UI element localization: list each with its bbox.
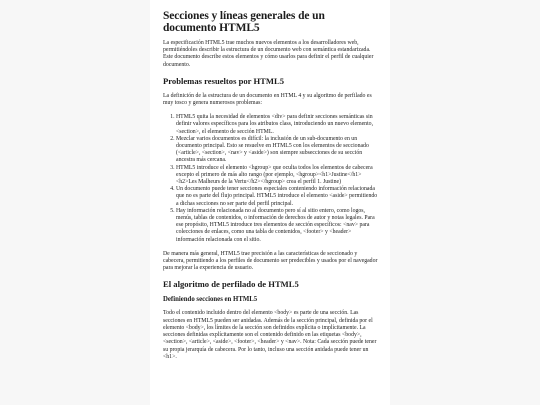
subsection-heading-defining: Definiendo secciones en HTML5 [163, 296, 258, 304]
document-page [150, 0, 390, 405]
problems-paragraph: La definición de la estructura de un documento en HTML 4 y su algoritmo de perfilado es muy tosco y genera numerosos problemas: [163, 92, 372, 107]
list-item: 5. Hay información relacionada no al documento pero sí al sitio entero, como logos, menús, tablas de contenidos, o información de derechos de autor y notas legales. Para ese propósito, HTML5 introduce tres elementos de sección específicos: <nav> para colecciones de enlaces, como una tabla de contenidos, <footer> y <header> información relacionada con el sitio. [176, 208, 378, 244]
intro-paragraph: La especificación HTML5 trae muchos nuevos elementos a los desarrolladores web, permitiéndoles describir la estructura de un documento web con semántica estandarizada. Este documento describe estos elementos y cómo usarlos para definir el perfil de cualquier documento. [163, 40, 374, 68]
problems-list [163, 114, 378, 244]
section-heading-problems: Problemas resueltos por HTML5 [163, 75, 285, 86]
section-heading-algorithm: El algoritmo de perfilado de HTML5 [163, 279, 299, 290]
list-item: 1. HTML5 quita la necesidad de elementos <div> para definir secciones semánticas sin definir valores específicos para los atributos class, introduciendo un nuevo elemento, <section>, el elemento de sección HTML. [176, 114, 378, 136]
defining-paragraph: Todo el contenido incluido dentro del elemento <body> es parte de una sección. Las secciones en HTML5 pueden ser anidadas. Además de la sección principal, definida por el elemento <body>, los límites de la sección son definidos explícita o implícitamente. La secciones definidas explícitamente son el contenido definido en las etiquetas <body>, <section>, <article>, <aside>, <footer>, <header> y <nav>. Nota: Cada sección puede tener su propia jerarquía de cabecera. Por lo tanto, incluso una sección anidada puede tener un <h1>. [163, 310, 377, 360]
list-item: 3. HTML5 introduce el elemento <hgroup> que oculta todos los elementos de cabecera excepto el primero de más alto rango (por ejemplo, <hgroup><h1>Justine</h1><h2>Les Malheurs de la Vertu</h2></hgroup> crea el perfil 1. Justine) [176, 165, 378, 187]
page-title: Secciones y líneas generales de un documento HTML5 [163, 10, 325, 34]
list-item: 2. Mezclar varios documentos es difícil: la inclusión de un sub-documento en un documento principal. Esto se resuelve en HTML5 con los elementos de seccionado (<article>, <section>, <nav> y <aside>) son siempre subsecciones de su sección ancestra más cercana. [176, 136, 378, 165]
closing-paragraph: De manera más general, HTML5 trae precisión a las características de seccionado y cabecera, permitiendo a los perfiles de documento ser predecibles y usados por el navegador para mejorar la experiencia de usuario. [163, 250, 378, 272]
list-item: 4. Un documento puede tener secciones especiales conteniendo información relacionada que no es parte del flujo principal. HTML5 introduce el elemento <aside> permitiendo a dichas secciones no ser parte del perfil principal. [176, 186, 378, 208]
